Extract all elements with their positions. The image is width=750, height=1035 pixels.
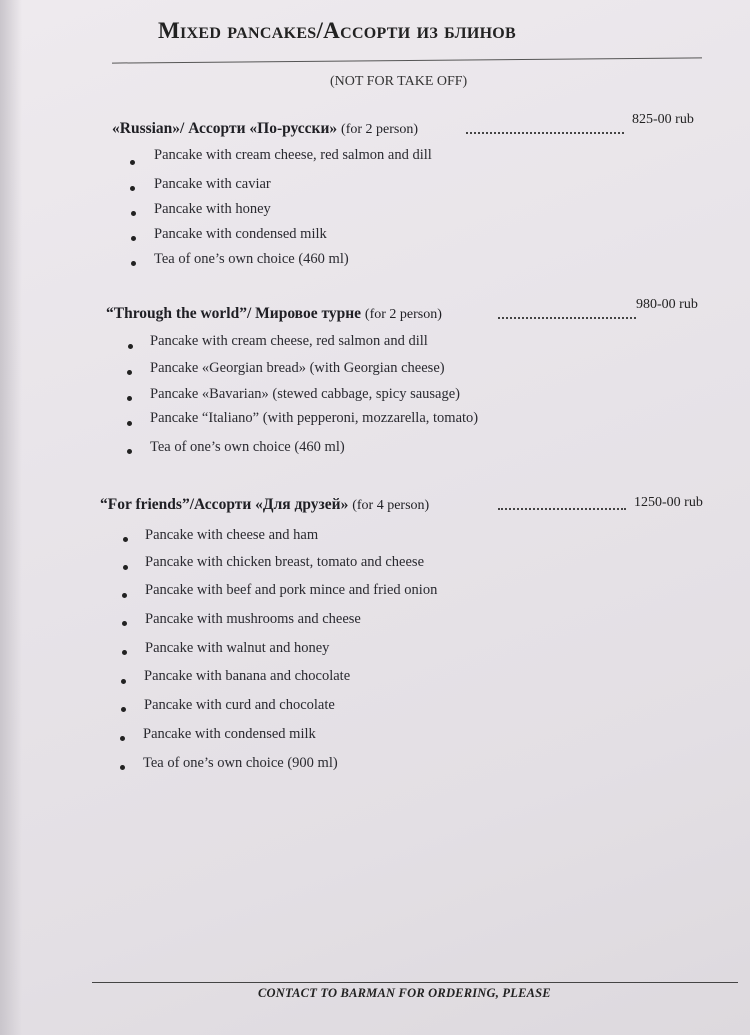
footer-note: CONTACT TO BARMAN FOR ORDERING, PLEASE (258, 986, 551, 1000)
section-through-world-price: 980-00 rub (636, 297, 698, 312)
bullet (130, 186, 135, 191)
page-title: Mixed pancakes/Ассорти из блинов (158, 18, 517, 43)
list-item: Tea of one’s own choice (460 ml) (154, 251, 349, 267)
bullet (127, 396, 132, 401)
section-for-friends-leader-dots (498, 508, 626, 510)
section-russian-header (112, 120, 418, 138)
page-edge-shadow (0, 0, 22, 1035)
title-underline (112, 57, 702, 63)
section-for-friends-note: (for 4 person) (352, 498, 430, 513)
list-item: Pancake “Italiano” (with pepperoni, mozzarella, tomato) (150, 410, 479, 426)
section-for-friends-price: 1250-00 rub (634, 495, 703, 510)
list-item: Pancake with mushrooms and cheese (145, 611, 361, 627)
bullet (130, 160, 135, 165)
list-item: Pancake with chicken breast, tomato and cheese (145, 554, 425, 570)
list-item: Pancake with walnut and honey (145, 640, 330, 656)
bullet (122, 621, 127, 626)
list-item: Tea of one’s own choice (460 ml) (150, 439, 345, 455)
subtitle: (NOT FOR TAKE OFF) (330, 74, 468, 89)
bullet (123, 565, 128, 570)
list-item: Pancake with cream cheese, red salmon and dill (154, 147, 432, 163)
section-for-friends-header (100, 496, 429, 514)
bullet (120, 736, 125, 741)
list-item: Pancake with beef and pork mince and fried onion (145, 582, 438, 598)
list-item: Pancake with curd and chocolate (144, 697, 335, 713)
section-russian-name: «Russian»/ Ассорти «По-русски» (112, 120, 338, 137)
section-through-world-name: “Through the world”/ Мировое турне (106, 305, 362, 322)
bullet (127, 449, 132, 454)
bullet (131, 211, 136, 216)
bullet (128, 344, 133, 349)
bullet (131, 236, 136, 241)
section-through-world-leader-dots (498, 317, 636, 319)
list-item: Pancake «Georgian bread» (with Georgian cheese) (150, 360, 445, 376)
section-through-world-header (106, 305, 442, 323)
list-item: Pancake with condensed milk (143, 726, 316, 742)
bullet (127, 421, 132, 426)
list-item: Pancake with caviar (154, 176, 271, 192)
list-item: Pancake with banana and chocolate (144, 668, 351, 684)
section-russian-price: 825-00 rub (632, 112, 694, 127)
list-item: Pancake with condensed milk (154, 226, 327, 242)
bullet (131, 261, 136, 266)
list-item: Tea of one’s own choice (900 ml) (143, 755, 338, 771)
footer-rule (92, 982, 738, 983)
section-russian-leader-dots (466, 132, 624, 134)
bullet (122, 650, 127, 655)
bullet (127, 370, 132, 375)
section-for-friends-name: “For friends”/Ассорти «Для друзей» (100, 496, 349, 513)
bullet (122, 593, 127, 598)
bullet (123, 537, 128, 542)
list-item: Pancake with cream cheese, red salmon and dill (150, 333, 428, 349)
bullet (120, 765, 125, 770)
bullet (121, 707, 126, 712)
section-through-world-note: (for 2 person) (364, 307, 442, 322)
list-item: Pancake with honey (154, 201, 271, 217)
bullet (121, 679, 126, 684)
section-russian-note: (for 2 person) (341, 122, 419, 137)
list-item: Pancake with cheese and ham (145, 527, 319, 543)
list-item: Pancake «Bavarian» (stewed cabbage, spicy sausage) (150, 386, 461, 402)
